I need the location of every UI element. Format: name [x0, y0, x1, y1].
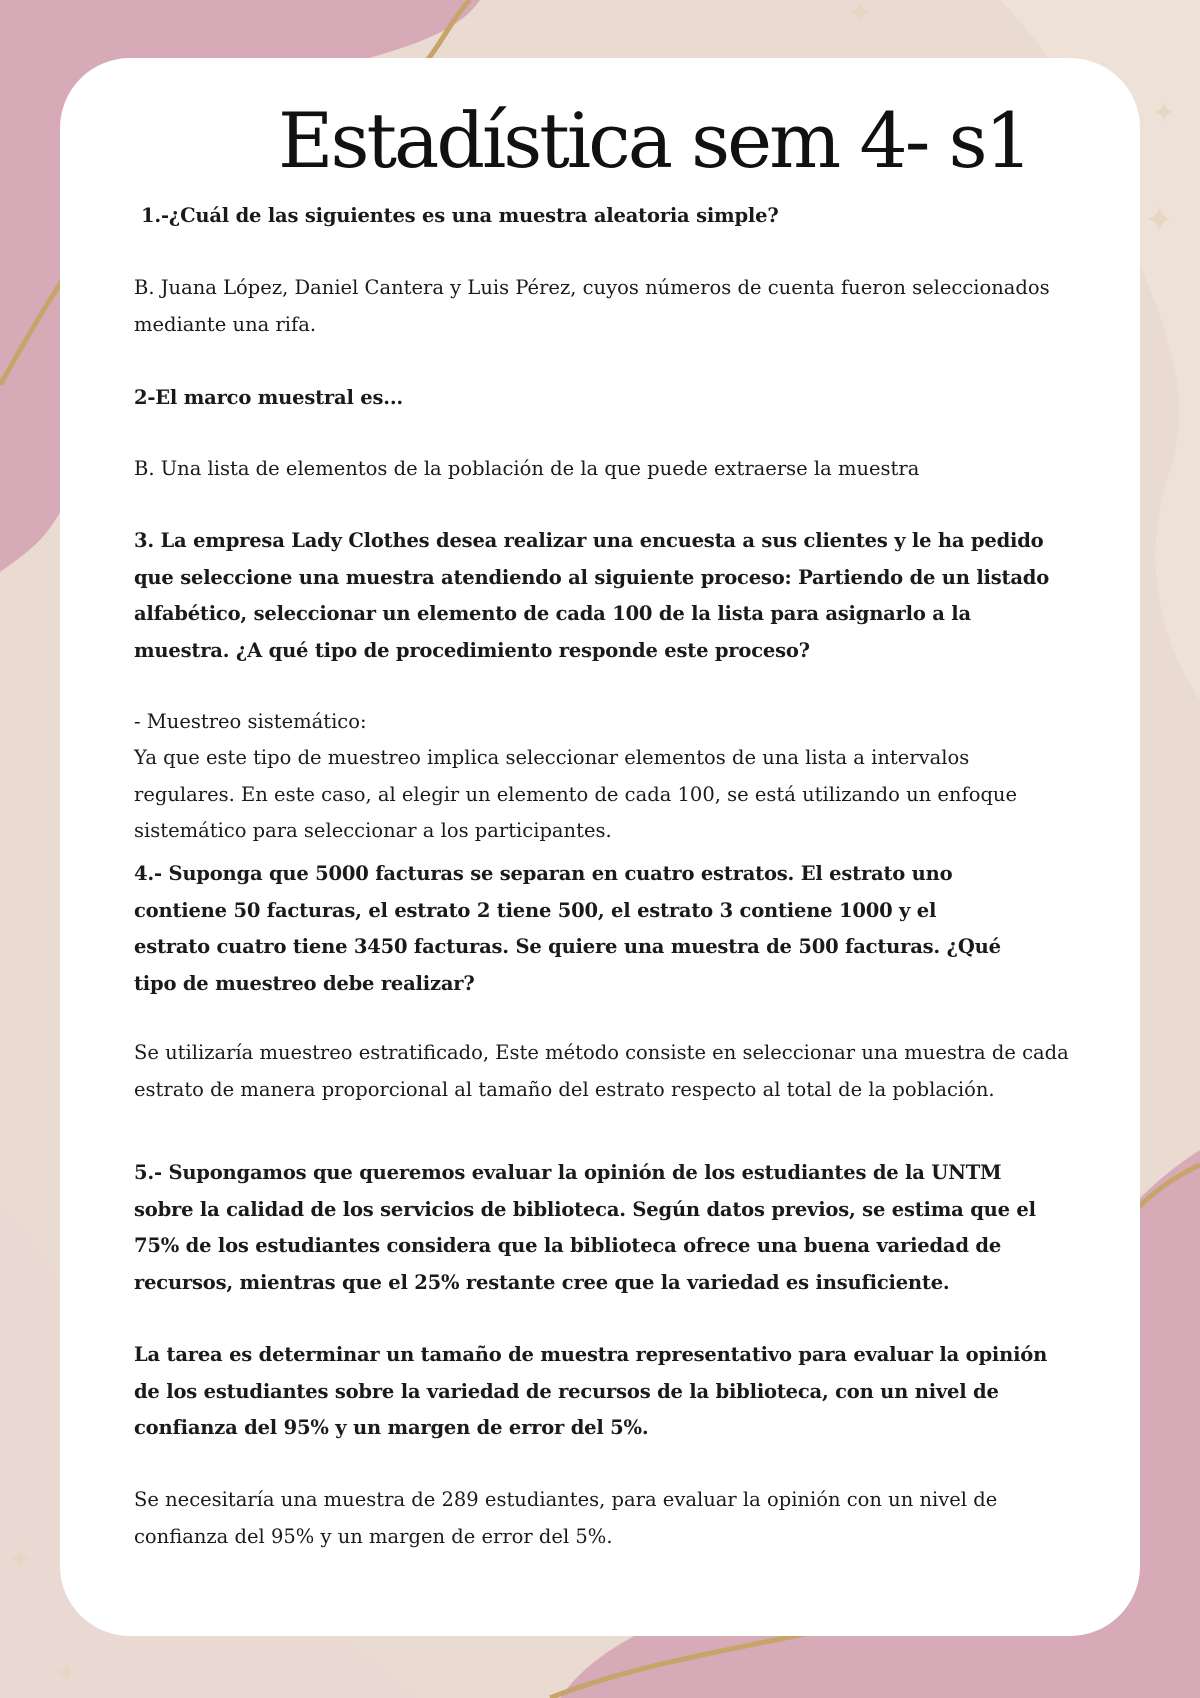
- question-1: 1.-¿Cuál de las siguientes es una muestra aleatoria simple?: [141, 204, 779, 227]
- sparkle-icon: ✦: [1152, 96, 1176, 129]
- sparkle-icon: ✦: [6, 1540, 33, 1578]
- answer-2: B. Una lista de elementos de la población de la que puede extraerse la muestra: [134, 457, 920, 480]
- answer-5: Se necesitaría una muestra de 289 estudiantes, para evaluar la opinión con un nivel de confianza del 95% y un margen de error del 5%.: [134, 1488, 998, 1548]
- sparkle-icon: ✦: [1144, 200, 1175, 241]
- question-5-context: 5.- Supongamos que queremos evaluar la opinión de los estudiantes de la UNTM sobre la calidad de los servicios de biblioteca. Según datos previos, se estima que el 75% de los estudiantes considera que la biblioteca ofrece una buena variedad de recursos, mientras que el 25% restante cree que la variedad es insuficiente.: [134, 1161, 1036, 1294]
- page-title: Estadística sem 4- s1: [278, 96, 1030, 185]
- answer-4: Se utilizaría muestreo estratificado, Este método consiste en seleccionar una muestra de cada estrato de manera proporcional al tamaño del estrato respecto al total de la población.: [134, 1041, 1069, 1101]
- answer-3-body: Ya que este tipo de muestreo implica seleccionar elementos de una lista a intervalos regulares. En este caso, al elegir un elemento de cada 100, se está utilizando un enfoque sistemático para seleccionar a los participantes.: [134, 746, 1018, 842]
- sparkle-icon: ✦: [54, 1656, 80, 1691]
- question-2: 2-El marco muestral es...: [134, 386, 403, 409]
- sparkle-icon: ✦: [848, 0, 874, 31]
- question-3: 3. La empresa Lady Clothes desea realizar una encuesta a sus clientes y le ha pedido que seleccione una muestra atendiendo al siguiente proceso: Partiendo de un listado alfabético, seleccionar un elemento de cada 100 de la lista para asignarlo a la muestra. ¿A qué tipo de procedimiento responde este proceso?: [134, 529, 1050, 662]
- answer-3-heading: - Muestreo sistemático:: [134, 710, 367, 733]
- answer-1: B. Juana López, Daniel Cantera y Luis Pérez, cuyos números de cuenta fueron seleccionados mediante una rifa.: [134, 276, 1050, 336]
- question-4: 4.- Suponga que 5000 facturas se separan en cuatro estratos. El estrato uno contiene 50 facturas, el estrato 2 tiene 500, el estrato 3 contiene 1000 y el estrato cuatro tiene 3450 facturas. Se quiere una muestra de 500 facturas. ¿Qué tipo de muestreo debe realizar?: [134, 862, 1001, 995]
- question-5-task: La tarea es determinar un tamaño de muestra representativo para evaluar la opinión de los estudiantes sobre la variedad de recursos de la biblioteca, con un nivel de confianza del 95% y un margen de error del 5%.: [134, 1343, 1048, 1439]
